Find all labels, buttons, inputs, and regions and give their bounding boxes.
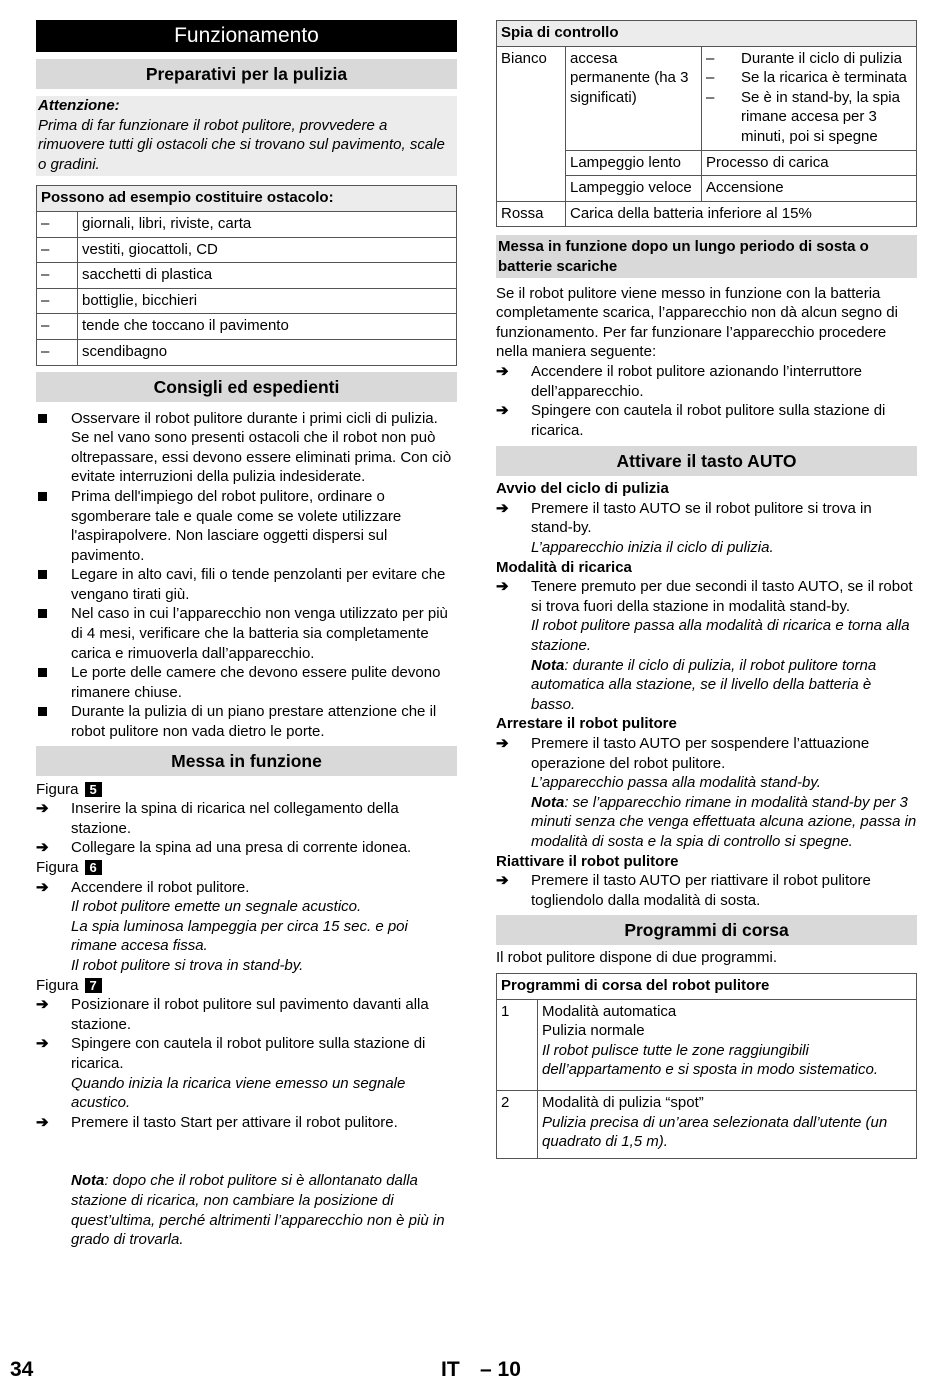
state-steady: accesa permanente (ha 3 significati) — [566, 46, 702, 150]
programs-table — [496, 973, 917, 1159]
color-red: Rossa — [497, 201, 566, 227]
program-number: 1 — [497, 999, 538, 1090]
list-item: – Se la ricarica è terminata — [706, 69, 907, 87]
obstacle-item: scendibagno — [78, 339, 457, 365]
figure-ref: Figura 5 — [36, 780, 457, 800]
section-heading-auto: Attivare il tasto AUTO — [496, 446, 917, 476]
arrow-right-icon: ➔ — [36, 996, 49, 1014]
subheading: Avvio del ciclo di pulizia — [496, 480, 669, 498]
list-item: Legare in alto cavi, fili o tende penzolanti per evitare che vengano tirati giù. — [36, 565, 457, 604]
sub-page-number: – 10 — [480, 1358, 521, 1381]
arrow-right-icon: ➔ — [36, 878, 49, 896]
note: Nota: dopo che il robot pulitore si è allontanato dalla stazione di ricarica, non cambiare la posizione di quest’ultima, perché altrimenti l’apparecchio non è più in grado di trovarla. — [71, 1172, 445, 1249]
figure-number-badge: 5 — [85, 782, 102, 797]
obstacle-item: tende che toccano il pavimento — [78, 314, 457, 340]
step-result: Il robot pulitore emette un segnale acustico. — [71, 898, 362, 916]
subheading: Modalità di ricarica — [496, 558, 632, 576]
obstacle-item: sacchetti di plastica — [78, 263, 457, 289]
programs-table-header: Programmi di corsa del robot pulitore — [497, 973, 917, 999]
obstacle-item: vestiti, giocattoli, CD — [78, 237, 457, 263]
list-item: Osservare il robot pulitore durante i primi cicli di pulizia. Se nel vano sono presenti ostacoli che il robot non può oltrepassare, essi devono essere eliminati prima. Con ciò evitate interruzioni della pulizia indesiderate. — [36, 409, 457, 487]
obstacles-table-header: Possono ad esempio costituire ostacolo: — [37, 186, 457, 212]
warning-text: Prima di far funzionare il robot pulitore, provvedere a rimuovere tutti gli ostacoli che si trovano sul pavimento, scale o gradini. — [38, 116, 445, 173]
dash-marker: – — [37, 288, 78, 314]
program-description: Modalità automatica Pulizia normale Il robot pulisce tutte le zone raggiungibili dell’appartamento e si sposta in modo sistematico. — [538, 999, 917, 1090]
control-light-table — [496, 20, 917, 227]
arrow-right-icon: ➔ — [36, 800, 49, 818]
figure-ref: Figura 7 — [36, 976, 457, 996]
obstacles-table — [36, 185, 457, 365]
warning-title: Attenzione: — [38, 97, 120, 114]
step-result: L’apparecchio inizia il ciclo di pulizia. — [531, 539, 774, 557]
red-meaning: Carica della batteria inferiore al 15% — [566, 201, 917, 227]
list-item: – Se è in stand-by, la spia rimane accesa per 3 minuti, poi si spegne — [706, 88, 900, 145]
dash-marker: – — [37, 237, 78, 263]
step-result: Il robot pulitore si trova in stand-by. — [71, 956, 304, 974]
step-item: ➔ Premere il tasto AUTO se il robot pulitore si trova in stand-by. — [496, 499, 872, 537]
control-light-table-header: Spia di controllo — [497, 21, 917, 47]
square-bullet-icon — [38, 492, 47, 501]
arrow-right-icon: ➔ — [36, 1113, 49, 1131]
figure-number-badge: 6 — [85, 860, 102, 875]
obstacle-item: giornali, libri, riviste, carta — [78, 211, 457, 237]
state-slow-blink: Lampeggio lento — [566, 150, 702, 176]
step-item: ➔ Accendere il robot pulitore azionando l’interruttore dell’apparecchio. — [496, 362, 863, 400]
arrow-right-icon: ➔ — [496, 735, 509, 752]
figure-number-badge: 7 — [85, 978, 102, 993]
list-item: Le porte delle camere che devono essere pulite devono rimanere chiuse. — [36, 663, 457, 702]
dash-marker: – — [37, 263, 78, 289]
color-white: Bianco — [497, 46, 566, 201]
fast-blink-meaning: Accensione — [702, 176, 917, 202]
square-bullet-icon — [38, 668, 47, 677]
language-code: IT — [441, 1358, 460, 1381]
section-heading-tips: Consigli ed espedienti — [36, 372, 457, 402]
step-item: ➔ Spingere con cautela il robot pulitore sulla stazione di ricarica. — [496, 402, 886, 439]
steady-meanings — [702, 46, 917, 150]
arrow-right-icon: ➔ — [36, 839, 49, 857]
arrow-right-icon: ➔ — [496, 872, 509, 890]
chapter-title: Funzionamento — [36, 20, 457, 52]
step-item: ➔ Premere il tasto AUTO per riattivare il robot pulitore togliendolo dalla modalità di sosta. — [496, 872, 871, 909]
figure-ref: Figura 6 — [36, 858, 457, 878]
list-item: Nel caso in cui l’apparecchio non venga utilizzato per più di 4 mesi, verificare che la batteria sia completamente carica e rimuoverla dall’apparecchio. — [36, 604, 457, 663]
list-item: – Durante il ciclo di pulizia — [706, 49, 902, 67]
section-heading-preparation: Preparativi per la pulizia — [36, 59, 457, 89]
dash-marker: – — [37, 211, 78, 237]
square-bullet-icon — [38, 609, 47, 618]
subheading: Arrestare il robot pulitore — [496, 715, 677, 733]
program-description: Modalità di pulizia “spot” Pulizia precisa di un’area selezionata dall’utente (un quadrato di 1,5 m). — [538, 1090, 917, 1158]
step-item: ➔ Collegare la spina ad una presa di corrente idonea. — [36, 839, 412, 857]
battery-text: Se il robot pulitore viene messo in funzione con la batteria completamente scarica, l’apparecchio non dà alcun segno di funzionamento. Per far funzionare l’apparecchio procedere nella maniera seguente: — [496, 284, 898, 361]
page-number: 34 — [10, 1358, 34, 1381]
left-column — [36, 20, 457, 1250]
section-heading-battery: Messa in funzione dopo un lungo periodo di sosta o batterie scariche — [496, 235, 917, 277]
arrow-right-icon: ➔ — [36, 1035, 49, 1053]
dash-marker: – — [37, 339, 78, 365]
list-item: Durante la pulizia di un piano prestare attenzione che il robot pulitore non vada dietro le porte. — [36, 702, 457, 741]
subheading: Riattivare il robot pulitore — [496, 852, 679, 870]
slow-blink-meaning: Processo di carica — [702, 150, 917, 176]
square-bullet-icon — [38, 414, 47, 423]
step-item: ➔ Inserire la spina di ricarica nel collegamento della stazione. — [36, 800, 399, 837]
step-item: ➔ Premere il tasto AUTO per sospendere l’attuazione operazione del robot pulitore. — [496, 735, 870, 772]
arrow-right-icon: ➔ — [496, 362, 509, 380]
step-item: ➔ Accendere il robot pulitore. — [36, 878, 250, 896]
tips-list — [36, 409, 457, 742]
step-item: ➔ Tenere premuto per due secondi il tasto AUTO, se il robot si trova fuori della stazione in modalità stand-by. — [496, 578, 913, 615]
arrow-right-icon: ➔ — [496, 499, 509, 517]
square-bullet-icon — [38, 570, 47, 579]
step-result: Quando inizia la ricarica viene emesso un segnale acustico. — [71, 1074, 406, 1112]
arrow-right-icon: ➔ — [496, 578, 509, 596]
dash-marker: – — [37, 314, 78, 340]
section-heading-startup: Messa in funzione — [36, 746, 457, 776]
step-item: ➔ Posizionare il robot pulitore sul pavimento davanti alla stazione. — [36, 996, 429, 1033]
square-bullet-icon — [38, 707, 47, 716]
list-item: Prima dell'impiego del robot pulitore, ordinare o sgomberare tale e quale come se volete utilizzare l'aspirapolvere. Non lasciare oggetti dispersi sul pavimento. — [36, 487, 457, 565]
programs-intro: Il robot pulitore dispone di due programmi. — [496, 949, 777, 967]
section-heading-programs: Programmi di corsa — [496, 915, 917, 945]
step-item: ➔ Premere il tasto Start per attivare il robot pulitore. — [36, 1113, 398, 1131]
warning-box — [36, 96, 457, 176]
arrow-right-icon: ➔ — [496, 402, 509, 420]
note: Nota: se l’apparecchio rimane in modalità stand-by per 3 minuti senza che venga effettuata alcuna azione, passa in modalità di sosta e la spia di controllo si spegne. — [531, 793, 917, 850]
right-column — [496, 20, 917, 1159]
step-result: Il robot pulitore passa alla modalità di ricarica e torna alla stazione. — [531, 617, 910, 655]
note: Nota: durante il ciclo di pulizia, il robot pulitore torna automatica alla stazione, se il livello della batteria è basso. — [531, 656, 877, 713]
obstacle-item: bottiglie, bicchieri — [78, 288, 457, 314]
state-fast-blink: Lampeggio veloce — [566, 176, 702, 202]
program-number: 2 — [497, 1090, 538, 1158]
step-result: L’apparecchio passa alla modalità stand-by. — [531, 774, 821, 792]
step-result: La spia luminosa lampeggia per circa 15 sec. e poi rimane accesa fissa. — [71, 917, 408, 955]
step-item: ➔ Spingere con cautela il robot pulitore sulla stazione di ricarica. — [36, 1035, 426, 1072]
